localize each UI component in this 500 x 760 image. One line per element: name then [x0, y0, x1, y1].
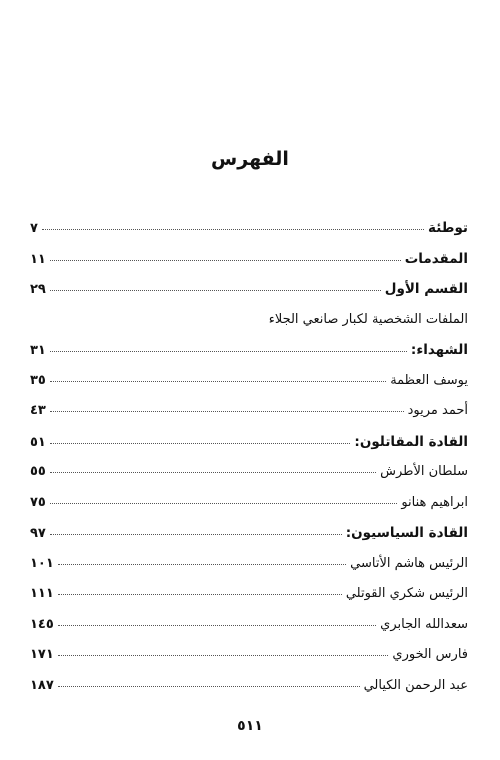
dot-leader — [58, 594, 342, 595]
toc-entry — [30, 457, 468, 488]
toc-entry — [30, 396, 468, 427]
dot-leader — [58, 564, 346, 565]
dot-leader — [50, 411, 404, 412]
toc-entry — [30, 579, 468, 610]
toc-entry — [30, 610, 468, 641]
toc-entry-label: الملفات الشخصية لكبار صانعي الجلاء — [268, 311, 468, 327]
toc-entry-label: القادة المقاتلون: — [354, 433, 468, 450]
toc-entry-page: ١١١ — [30, 586, 54, 601]
dot-leader — [50, 381, 386, 382]
toc-entry-label: الرئيس هاشم الأتاسي — [350, 555, 468, 571]
dot-leader — [50, 534, 342, 535]
toc-entry-page: ٥٥ — [30, 464, 46, 479]
dot-leader — [50, 290, 381, 291]
toc-entry-page: ٧ — [30, 221, 38, 236]
toc-entry-page: ١١ — [30, 251, 46, 267]
toc-entry-page: ١٠١ — [30, 555, 54, 571]
toc-entry-page: ٧٥ — [30, 494, 46, 510]
toc-entry — [30, 427, 468, 458]
page-title: الفهرس — [211, 148, 289, 170]
dot-leader — [42, 229, 424, 230]
page-number: ٥١١ — [237, 718, 263, 734]
toc-entry-label: أحمد مريود — [407, 403, 468, 418]
toc-entry — [30, 244, 468, 275]
toc-entry-label: فارس الخوري — [392, 647, 468, 662]
toc-entry-label: سعدالله الجابري — [380, 616, 468, 632]
dot-leader — [50, 472, 376, 473]
toc-entry — [30, 671, 468, 702]
toc-entry-page: ٩٧ — [30, 526, 46, 541]
dot-leader — [58, 686, 360, 687]
toc-entry-label: عبد الرحمن الكيالي — [363, 677, 468, 693]
toc-entry-page: ١٨٧ — [30, 677, 54, 693]
toc-entry-page: ٥١ — [30, 434, 46, 450]
toc-entry-label: المقدمات — [404, 250, 468, 267]
toc-entry-label: ابراهيم هنانو — [401, 494, 468, 510]
toc-entry-page: ١٤٥ — [30, 616, 54, 632]
toc-entry-page: ٣١ — [30, 343, 46, 358]
toc-entry — [30, 488, 468, 519]
dot-leader — [50, 503, 397, 504]
toc-entry — [30, 366, 468, 397]
toc-entry — [30, 335, 468, 366]
toc-entry — [30, 640, 468, 671]
toc-entry-page: ٢٩ — [30, 282, 46, 297]
dot-leader — [58, 625, 376, 626]
toc-entry-page: ٣٥ — [30, 372, 46, 388]
table-of-contents — [30, 213, 468, 701]
toc-entry — [30, 274, 468, 305]
toc-entry-page: ٤٣ — [30, 403, 46, 418]
dot-leader — [58, 655, 389, 656]
toc-entry-label: القادة السياسيون: — [345, 525, 468, 541]
toc-entry-page: ١٧١ — [30, 647, 54, 662]
dot-leader — [50, 351, 407, 352]
toc-entry-label: توطئة — [428, 220, 468, 236]
toc-entry-label: يوسف العظمة — [390, 372, 468, 388]
toc-entry-label: الرئيس شكري القوتلي — [345, 586, 468, 601]
toc-entry-label: سلطان الأطرش — [380, 464, 468, 479]
toc-entry — [30, 518, 468, 549]
toc-entry — [30, 213, 468, 244]
toc-entry-label: القسم الأول — [384, 281, 468, 297]
toc-entry-label: الشهداء: — [410, 342, 468, 358]
dot-leader — [50, 443, 351, 444]
toc-entry — [30, 549, 468, 580]
toc-entry — [30, 305, 468, 336]
dot-leader — [50, 260, 401, 261]
